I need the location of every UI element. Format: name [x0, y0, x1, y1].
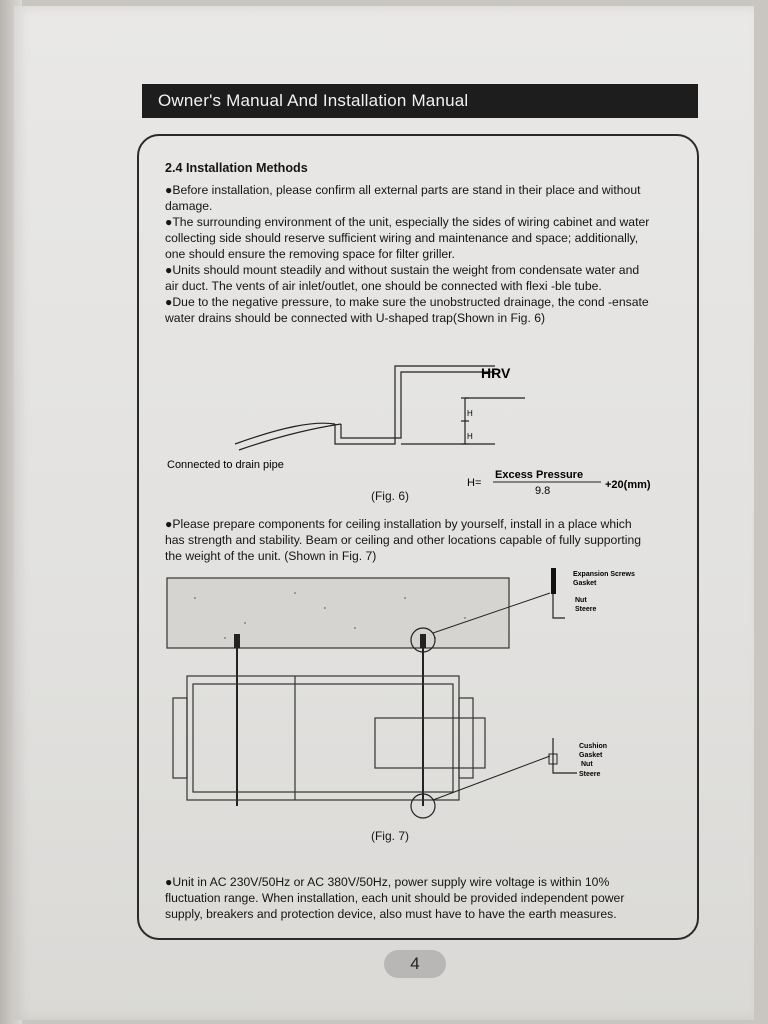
drain-pipe-label: Connected to drain pipe [167, 459, 284, 471]
page-number: 4 [384, 950, 446, 978]
fig7-caption: (Fig. 7) [370, 829, 409, 843]
bullet-mount-steadily: ●Units should mount steadily and without sustain the weight from condensate water and air duct. The vents of air inlet/outlet, one should be connected with flexi -ble tube. [165, 263, 640, 293]
label-gasket-top: Gasket [573, 580, 597, 587]
label-gasket-bottom: Gasket [579, 752, 603, 759]
label-steere-bottom: Steere [579, 771, 601, 778]
drain-trap-diagram [165, 326, 650, 506]
bullet-ceiling-installation: ●Please prepare components for ceiling installation by yourself, install in a place which has strength and stability. Beam or ceiling and other locations capable of fully supporting the weight of the unit. (Shown in Fig. 7) [165, 517, 642, 563]
hrv-label: HRV [481, 365, 511, 381]
label-cushion: Cushion [579, 743, 607, 750]
page-header: Owner's Manual And Installation Manual [142, 84, 698, 118]
bullet-power-supply: ●Unit in AC 230V/50Hz or AC 380V/50Hz, power supply wire voltage is within 10% fluctuation range. When installation, each unit should be provided independent power supply, breakers and protection device, also must have to have the earth measures. [165, 875, 625, 921]
formula-lhs: H= [467, 477, 482, 489]
h-mark-upper: H [467, 409, 473, 418]
figure-7 [165, 568, 650, 868]
content-area [165, 160, 650, 922]
bullet-negative-pressure: ●Due to the negative pressure, to make sure the unobstructed drainage, the cond -ensate water drains should be connected with U-shaped trap(Shown in Fig. 6) [165, 295, 649, 325]
formula-numerator: Excess Pressure [495, 469, 584, 481]
h-mark-lower: H [467, 432, 473, 441]
label-nut-top: Nut [575, 597, 587, 604]
bullet-surrounding-environment: ●The surrounding environment of the unit, especially the sides of wiring cabinet and water collecting side should reserve sufficient wiring and maintenance and space; additionally, one should ensure the removing space for filter griller. [165, 215, 650, 261]
figure-6 [165, 326, 650, 506]
section-title: 2.4 Installation Methods [165, 161, 308, 175]
formula-denominator: 9.8 [535, 485, 551, 497]
fig6-caption: (Fig. 6) [370, 489, 409, 503]
bullet-before-installation: ●Before installation, please confirm all external parts are stand in their place and without damage. [165, 183, 641, 213]
label-expansion-screws: Expansion Screws [573, 571, 635, 578]
formula-rhs: +20(mm) [605, 479, 650, 491]
label-nut-bottom: Nut [581, 761, 593, 768]
label-steere-top: Steere [575, 606, 597, 613]
ceiling-mount-diagram [165, 568, 650, 848]
